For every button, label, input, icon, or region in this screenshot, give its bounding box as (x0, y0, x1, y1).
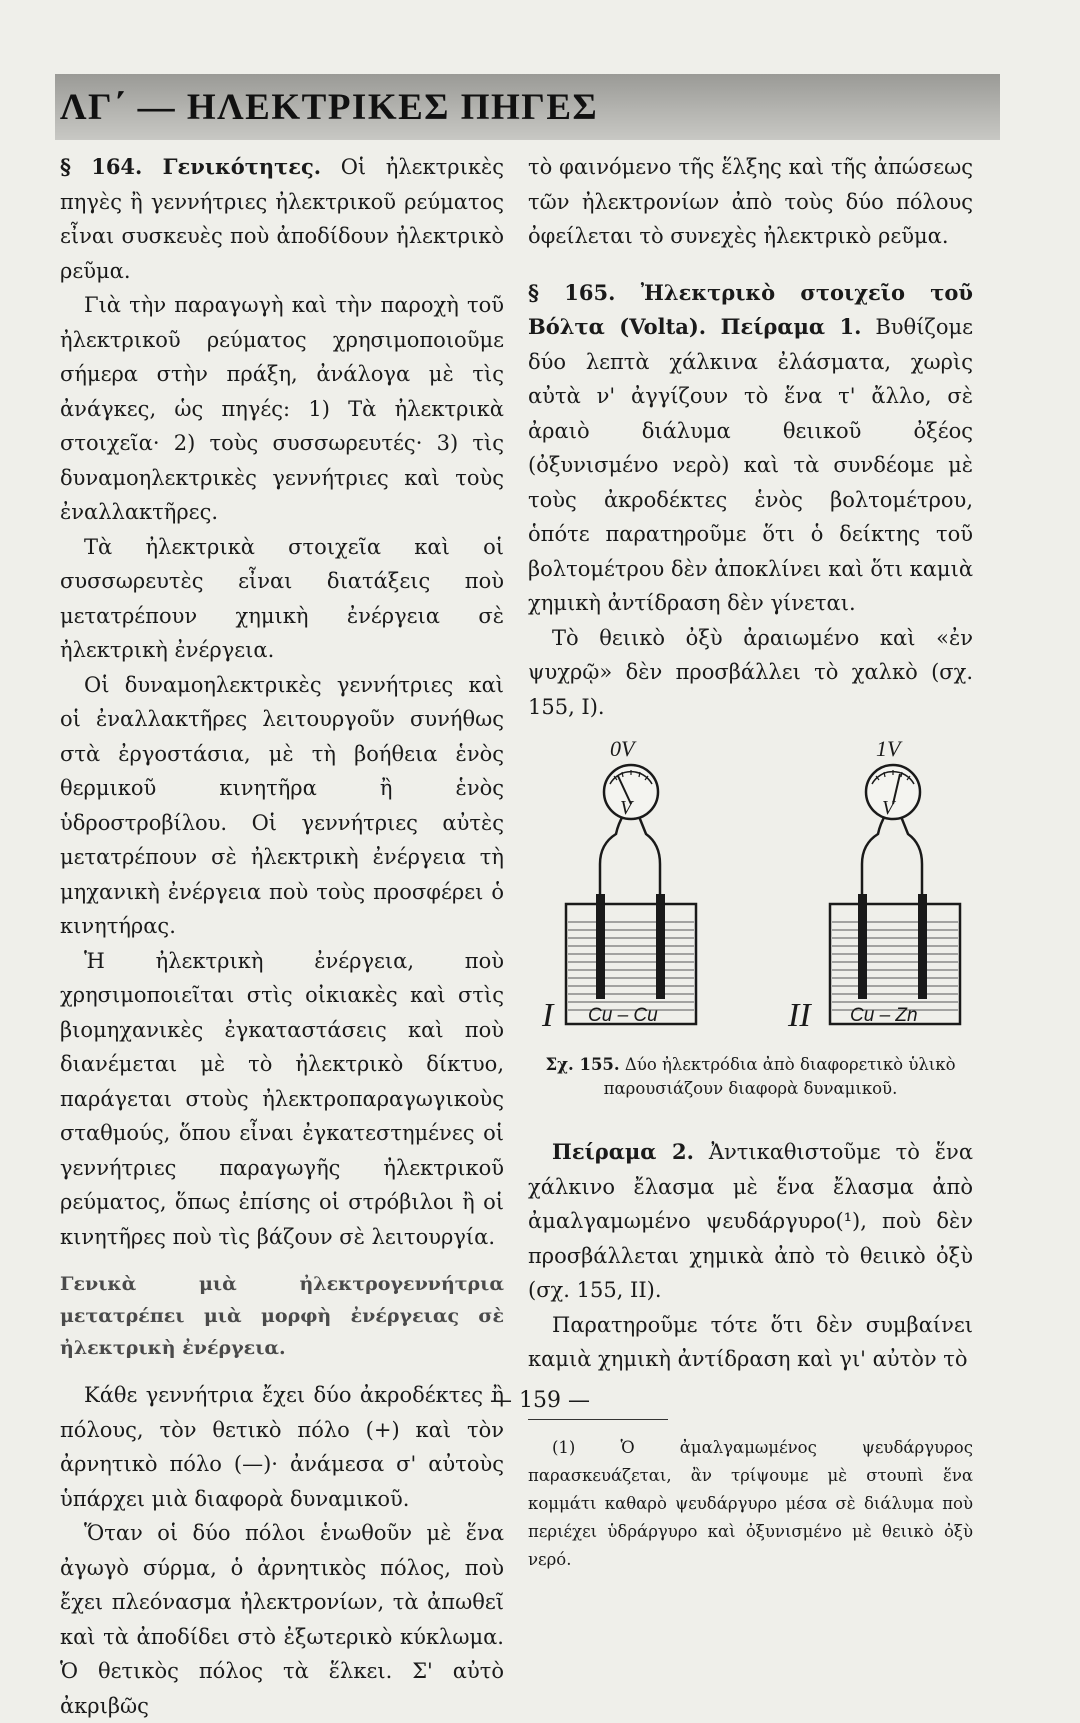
numeral-one: I (542, 997, 554, 1034)
continuation-paragraph: τὸ φαινόμενο τῆς ἕλξης καὶ τῆς ἀπώσεως τῶν ἠλεκτρονίων ἀπὸ τοὺς δύο πόλους ὀφείλεται τὸ συνεχὲς ἠλεκτρικὸ ρεῦμα. (528, 155, 973, 248)
voltmeter-two-symbol: V (882, 797, 895, 819)
poles-paragraph: Κάθε γεννήτρια ἔχει δύο ἀκροδέκτες ἢ πόλους, τὸν θετικὸ πόλο (+) καὶ τὸν ἀρνητικὸ πόλο (—)· ἀνάμεσα σ' αὐτοὺς ὑπάρχει μιὰ διαφορὰ δυναμικοῦ. (60, 1383, 504, 1511)
electrodes-one-label: Cu – Cu (588, 1005, 658, 1026)
cell-one (541, 736, 696, 1034)
electrode-two-left (858, 894, 867, 999)
summary-statement: Γενικὰ μιὰ ἠλεκτρογεννήτρια μετατρέπει μιὰ μορφὴ ἐνέργειας σὲ ἠλεκτρικὴ ἐνέργεια. (60, 1273, 504, 1359)
electrodes-two-label: Cu – Zn (850, 1005, 918, 1026)
footnote: (1) Ὁ ἀμαλγαμωμένος ψευδάργυρος παρασκευάζεται, ἂν τρίψουμε μὲ στουπὶ ἕνα κομμάτι καθαρὸ ψευδάργυρο μέσα σὲ διάλυμα ποὺ περιέχει ὑδράργυρο καὶ ὀξυνισμένο μὲ θειικὸ ὀξὺ νερό. (528, 1437, 973, 1569)
electrode-one-right (656, 894, 665, 999)
page-number: — 159 — (490, 1388, 590, 1413)
wire-paragraph: Ὅταν οἱ δύο πόλοι ἑνωθοῦν μὲ ἕνα ἀγωγὸ σύρμα, ὁ ἀρνητικὸς πόλος, ποὺ ἔχει πλεόνασμα ἠλεκτρονίων, τὰ ἀπωθεῖ καὶ τὰ ἀποδίδει στὸ ἐξωτερικὸ κύκλωμα. Ὁ θετικὸς πόλος τὰ ἕλκει. Σ' αὐτὸ ἀκριβῶς (60, 1521, 504, 1718)
experiment-2-text: Ἀντικαθιστοῦμε τὸ ἕνα χάλκινο ἔλασμα μὲ ἕνα ἔλασμα ἀπὸ ἀμαλγαμωμένο ψευδάργυρο(¹), ποὺ δὲν προσβάλλεται χημικὰ ἀπὸ τὸ θειικὸ ὀξὺ (σχ. 155, ΙΙ). (528, 1140, 974, 1302)
dynamos-paragraph: Οἱ δυναμοηλεκτρικὲς γεννήτριες καὶ οἱ ἐναλλακτῆρες λειτουργοῦν συνήθως στὰ ἐργοστάσια, μὲ τὴ βοήθεια ἑνὸς θερμικοῦ κινητῆρα ἢ ἑνὸς ὑδροστροβίλου. Οἱ γεννήτριες αὐτὲς μετατρέπουν σὲ ἠλεκτρικὴ ἐνέργεια τὴ μηχανικὴ ἐνέργεια ποὺ τοὺς προσφέρει ὁ κινητήρας. (60, 672, 504, 938)
caption-text: Δύο ἠλεκτρόδια ἀπὸ διαφορετικὸ ὑλικὸ παρουσιάζουν διαφορὰ δυναμικοῦ. (603, 1055, 956, 1098)
electrode-two-right (918, 894, 927, 999)
figure-155 (528, 734, 973, 1049)
section-165-heading: § 165. Ἠλεκτρικὸ στοιχεῖο τοῦ Βόλτα (Volta). Πείραμα 1. (528, 279, 973, 339)
left-column (60, 150, 504, 1723)
section-165-paragraph (528, 276, 973, 621)
section-164-heading: § 164. Γενικότητες. (60, 154, 322, 179)
figure-caption (528, 1053, 973, 1101)
experiment-2-heading: Πείραμα 2. (552, 1139, 694, 1164)
experiment-2-paragraph (528, 1135, 973, 1308)
reading-two: 1V (876, 736, 901, 761)
right-column (528, 150, 973, 1574)
voltaic-cells-diagram (528, 734, 973, 1049)
section-164-intro: Οἱ ἠλεκτρικὲς πηγὲς ἢ γεννήτριες ἠλεκτρικοῦ ρεύματος εἶναι συσκευὲς ποὺ ἀποδίδουν ἠλεκτρικὸ ρεῦμα. (60, 155, 504, 283)
chapter-title: ΛΓ΄ — ΗΛΕΚΤΡΙΚΕΣ ΠΗΓΕΣ (60, 87, 599, 128)
section-165-text: Βυθίζομε δύο λεπτὰ χάλκινα ἐλάσματα, χωρὶς αὐτὰ ν' ἀγγίζουν τὸ ἕνα τ' ἄλλο, σὲ ἀραιὸ διάλυμα θειικοῦ ὀξέος (ὀξυνισμένο νερὸ) καὶ τὰ συνδέομε μὲ τοὺς ἀκροδέκτες ἑνὸς βολτομέτρου, ὁπότε παρατηροῦμε ὅτι ὁ δείκτης τοῦ βολτομέτρου δὲν ἀποκλίνει καὶ ὅτι καμιὰ χημικὴ ἀντίδραση δὲν γίνεται. (528, 315, 973, 615)
cell-two (787, 736, 960, 1034)
household-paragraph: Ἡ ἠλεκτρικὴ ἐνέργεια, ποὺ χρησιμοποιεῖται στὶς οἰκιακὲς καὶ στὶς βιομηχανικὲς ἐγκαταστάσεις καὶ ποὺ διανέμεται μὲ τὸ ἠλεκτρικὸ δίκτυο, παράγεται στοὺς ἠλεκτροπαραγωγικοὺς σταθμούς, ὅπου εἶναι ἐγκατεστημένες οἱ γεννήτριες παραγωγῆς ἠλεκτρικοῦ ρεύματος, ὅπως ἐπίσης οἱ στρόβιλοι ἢ οἱ κινητῆρες ποὺ τὶς βάζουν σὲ λειτουργία. (60, 948, 504, 1249)
elements-paragraph: Τὰ ἠλεκτρικὰ στοιχεῖα καὶ οἱ συσσωρευτὲς εἶναι διατάξεις ποὺ μετατρέπουν χημικὴ ἐνέργεια σὲ ἠλεκτρικὴ ἐνέργεια. (60, 534, 504, 662)
section-164-paragraph (60, 150, 504, 288)
reading-one: 0V (610, 736, 635, 761)
numeral-two: II (788, 997, 811, 1034)
caption-label: Σχ. 155. (545, 1055, 620, 1074)
voltmeter-one-symbol: V (620, 797, 633, 819)
footnote-rule (528, 1419, 668, 1420)
electrode-one-left (596, 894, 605, 999)
observation-paragraph: Παρατηροῦμε τότε ὅτι δὲν συμβαίνει καμιὰ χημικὴ ἀντίδραση καὶ γι' αὐτὸν τὸ (528, 1312, 973, 1371)
acid-paragraph: Τὸ θειικὸ ὀξὺ ἀραιωμένο καὶ «ἐν ψυχρῷ» δὲν προσβάλλει τὸ χαλκὸ (σχ. 155, Ι). (528, 625, 973, 719)
sources-paragraph: Γιὰ τὴν παραγωγὴ καὶ τὴν παροχὴ τοῦ ἠλεκτρικοῦ ρεύματος χρησιμοποιοῦμε σήμερα στὴν πράξη, ἀνάλογα μὲ τὶς ἀνάγκες, ὡς πηγές: 1) Τὰ ἠλεκτρικὰ στοιχεῖα· 2) τοὺς συσσωρευτές· 3) τὶς δυναμοηλεκτρικὲς γεννήτριες καὶ τοὺς ἐναλλακτῆρες. (60, 293, 504, 524)
